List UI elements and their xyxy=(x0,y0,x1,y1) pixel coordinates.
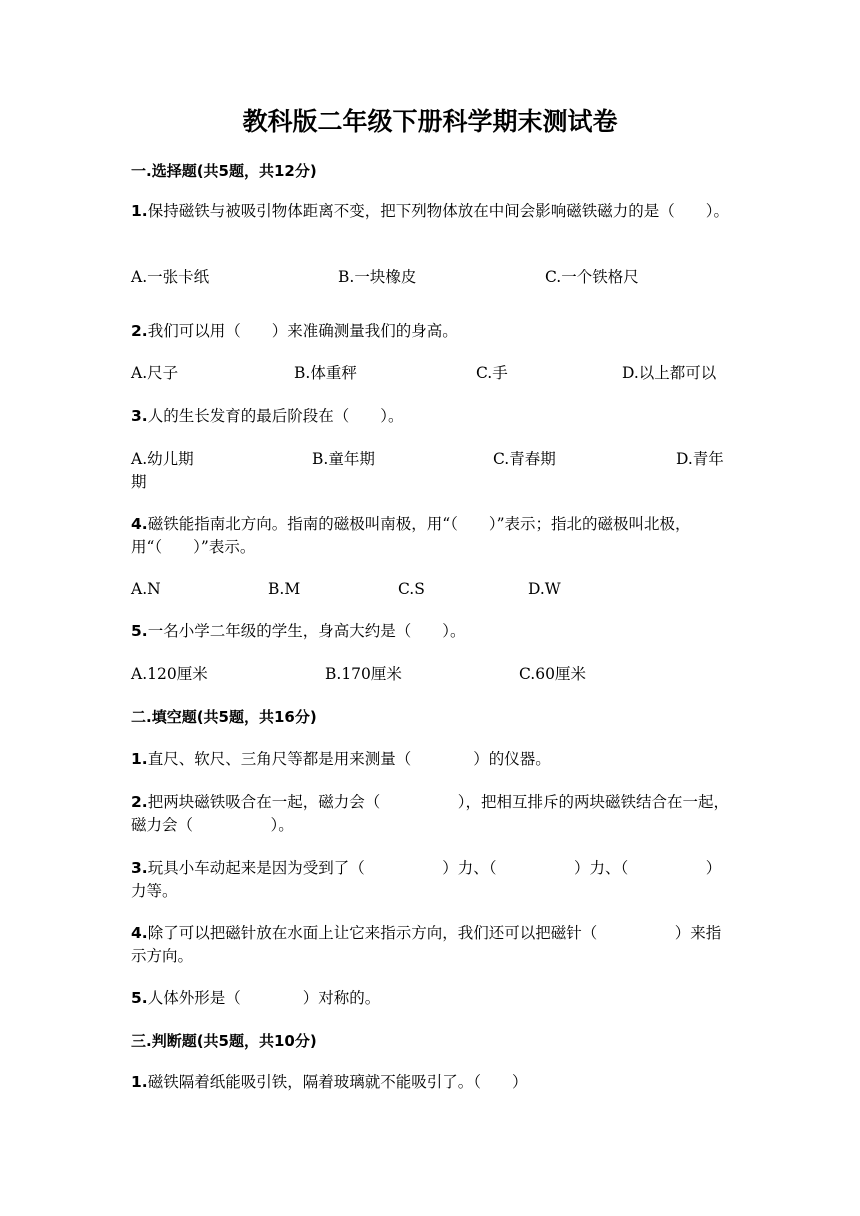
question-number: 1. xyxy=(131,750,148,768)
question-1-1 xyxy=(131,200,731,223)
question-number: 5. xyxy=(131,989,148,1007)
question-text: 人的生长发育的最后阶段在（ ）。 xyxy=(147,407,404,425)
question-text: 磁铁能指南北方向。指南的磁极叫南极，用“（ ）”表示；指北的磁极叫北极，用“（ ）”表示。 xyxy=(131,515,691,556)
option-c[interactable]: C.青春期 xyxy=(493,450,556,468)
page-title: 教科版二年级下册科学期末测试卷 xyxy=(242,107,618,136)
question-number: 3. xyxy=(131,407,148,425)
option-a[interactable]: A.120厘米 xyxy=(131,665,208,683)
question-2-2 xyxy=(131,791,731,837)
question-3-1 xyxy=(131,1071,731,1094)
option-c[interactable]: C.手 xyxy=(476,364,508,382)
option-a[interactable]: A.一张卡纸 xyxy=(131,268,210,286)
section-heading-judge: 三.判断题(共5题，共10分) xyxy=(131,1032,317,1050)
question-text: 磁铁隔着纸能吸引铁，隔着玻璃就不能吸引了。（ ） xyxy=(147,1073,528,1091)
option-a[interactable]: A.N xyxy=(131,580,161,598)
options-1-3 xyxy=(131,448,731,471)
option-a[interactable]: A.幼儿期 xyxy=(131,450,194,468)
option-b[interactable]: B.170厘米 xyxy=(325,665,402,683)
question-number: 4. xyxy=(131,924,148,942)
question-text: 一名小学二年级的学生，身高大约是（ ）。 xyxy=(147,622,466,640)
question-number: 5. xyxy=(131,622,148,640)
question-text: 除了可以把磁针放在水面上让它来指示方向，我们还可以把磁针（ ）来指示方向。 xyxy=(131,924,722,965)
option-c[interactable]: C.60厘米 xyxy=(519,665,586,683)
question-text: 直尺、软尺、三角尺等都是用来测量（ ）的仪器。 xyxy=(147,750,551,768)
option-d[interactable]: D.青年 xyxy=(676,450,724,468)
question-2-5 xyxy=(131,987,731,1010)
question-number: 1. xyxy=(131,1073,148,1091)
option-b[interactable]: B.体重秤 xyxy=(294,364,357,382)
options-1-4 xyxy=(131,578,731,601)
option-b[interactable]: B.一块橡皮 xyxy=(338,268,417,286)
question-text: 人体外形是（ ）对称的。 xyxy=(147,989,381,1007)
question-1-4 xyxy=(131,513,731,559)
option-d[interactable]: D.以上都可以 xyxy=(622,364,717,382)
question-text: 我们可以用（ ）来准确测量我们的身高。 xyxy=(147,322,458,340)
question-text: 保持磁铁与被吸引物体距离不变，把下列物体放在中间会影响磁铁磁力的是（ ）。 xyxy=(147,202,729,220)
option-d[interactable]: D.W xyxy=(528,580,561,598)
options-1-1 xyxy=(131,266,731,289)
options-1-2 xyxy=(131,362,731,385)
section-heading-choice: 一.选择题(共5题，共12分) xyxy=(131,162,317,180)
option-b[interactable]: B.童年期 xyxy=(312,450,375,468)
option-c[interactable]: C.S xyxy=(398,580,425,598)
section-heading-fill: 二.填空题(共5题，共16分) xyxy=(131,708,317,726)
option-c[interactable]: C.一个铁格尺 xyxy=(545,268,639,286)
question-2-1 xyxy=(131,748,731,771)
question-number: 3. xyxy=(131,859,148,877)
options-1-5 xyxy=(131,663,731,686)
question-text: 玩具小车动起来是因为受到了（ ）力、（ ）力、（ ）力等。 xyxy=(131,859,722,900)
option-wrap-text: 期 xyxy=(131,473,147,491)
question-1-3 xyxy=(131,405,731,428)
question-number: 2. xyxy=(131,793,148,811)
question-1-2 xyxy=(131,320,731,343)
question-number: 1. xyxy=(131,202,148,220)
question-number: 2. xyxy=(131,322,148,340)
option-b[interactable]: B.M xyxy=(268,580,301,598)
option-a[interactable]: A.尺子 xyxy=(131,364,179,382)
question-text: 把两块磁铁吸合在一起，磁力会（ ），把相互排斥的两块磁铁结合在一起，磁力会（ ）。 xyxy=(131,793,729,834)
question-1-5 xyxy=(131,620,731,643)
question-2-3 xyxy=(131,857,731,903)
question-2-4 xyxy=(131,922,731,968)
question-number: 4. xyxy=(131,515,148,533)
